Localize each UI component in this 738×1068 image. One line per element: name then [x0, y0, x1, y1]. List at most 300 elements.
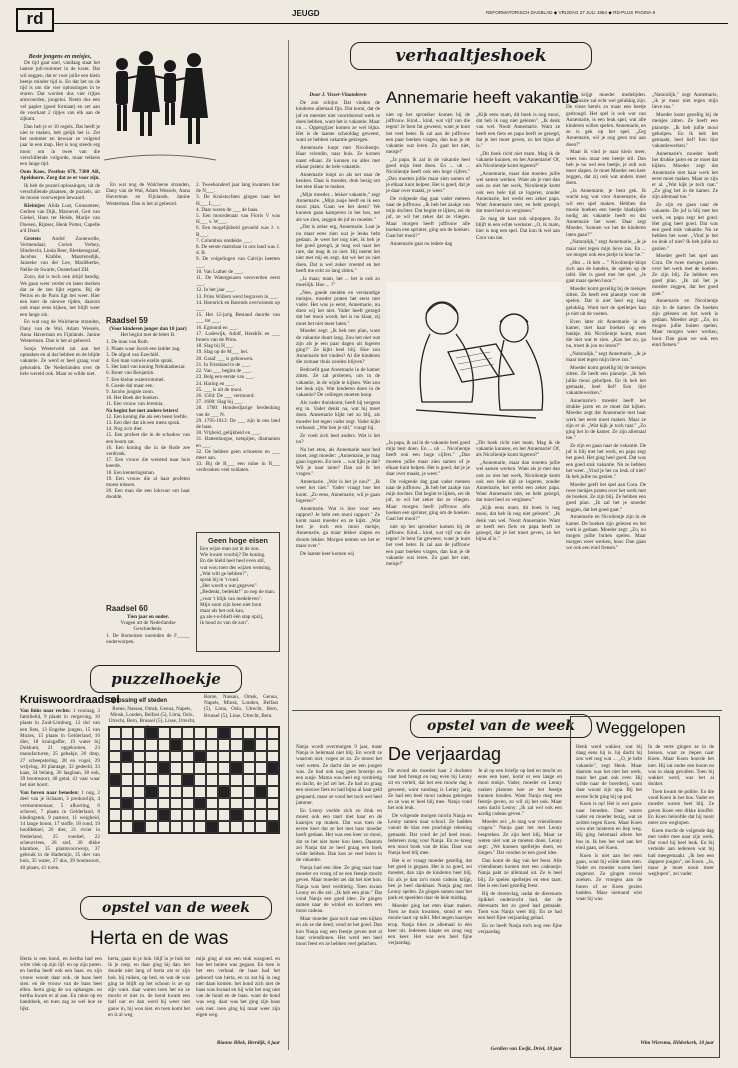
crossword-cell [170, 786, 182, 798]
weggelopen-signature: Wim Wiersma, Hilderkerk, 10 jaar [640, 1040, 714, 1046]
poem-line: „Bedenkt, bedenkt!" zo nep de man. [200, 589, 276, 596]
annemarie-text: Annemarie en Nicolientje zijn in de kamer. De boeken zijn gelezen en het werk is gedaan. Moeder zegt: „Zo, nu mogen jullie buiten spelen. Maar morgen weer werken, hoor. Dan gaan we ook een eind fietsen." [566, 514, 646, 552]
section-divider [292, 710, 722, 711]
crossword-cell [145, 739, 157, 751]
verjaardag-text: Maar moeder gaat toch naar een kijken en als ze dat deed, vond ze het goed. Dan kon Nanja nog een feestje geven met al haar vriendinnen. Het werd een heel mooi feest en ze hebben veel gelachen. [296, 916, 382, 948]
herta-col3 [196, 956, 280, 1040]
history-question: 27. 1600: Slag bij ___. [196, 399, 244, 406]
puzzelhoekje-banner [90, 665, 242, 693]
history-question: 32. De hebben geen schoenen en ___ meer aan. [196, 448, 280, 461]
crossword-cell [133, 798, 145, 810]
crossword-cell [194, 809, 206, 821]
annemarie-text: Moeder geeft het spel aan Cora. De twee meisjes praten over het werk met de boeken. Ze zijn blij. Ze hebben een goed plan. „Ik zal het je moeder zeggen, dat het goed gaat." [652, 253, 718, 297]
oplossing-title: Oplossing elf steden [108, 698, 168, 704]
raadsel60-text: Vragen uit de Nederlandse Geschiedenis. [120, 620, 176, 633]
raadsel60-title: Raadsel 60 [106, 604, 148, 613]
verhaal-paragraph: „Mijn moeder... lekker vakantie," zegt Annemarie. „Mijn zusje heeft en ik een mooi plan. Gaan we het doen? We kunnen gaan kamperen in het bos, net als we zien, zeggen de juf en moeder." [296, 191, 380, 223]
verhaal-paragraph: Annemarie. Wat is hier voor een rapport? Je hebt een mooi rapport." Ze komt naast moeder en ze kijkt. „Wat ben je toch een mooi meisje, Annemarie, ga maar lekker slapen en droom lekker. Morgen nemen we het er maar over." [296, 505, 380, 549]
crossword-cell [158, 809, 170, 821]
history-question: 6. Een mogelijkheid gevoeld was J. v. B___. [196, 225, 280, 238]
raadsel59-item: 11. Een vrouw van Jeremia. [106, 401, 164, 408]
history-question: 3. De Kruistochten gingen naar het H___ L___. [196, 194, 280, 207]
rd-logo: rd [16, 8, 54, 32]
poem-line: maar als het ook kan, [200, 608, 245, 615]
history-question: 21. In Friesland in de ___. [196, 361, 251, 368]
van-boven-clues: 1 nog, 2 deel van je lichaam, 3 predoorlijk, 4 vermommenaar, 5 afkorting, 6 schovel, 7 plaats in Gelderland, 8 kledingstuk, 9 pastoor, 11 weigheid, 14 lange boom, 17 stoffe, 18 rond, 19 hoofdeksel, 20 dier, 21 rivier in Nederland, 25 voedsel, 22 scheurvlees, 28 stof, 30 dikke klamboe, 35 plaatsvoorwerp, 37 gebruik in de Hademijn, 35 dier van huis, 35 water, 37 dus, 39 boomsoort, 40 plaats, 41 toren. [20, 790, 101, 871]
verhaal-author: Door J. Visser-Vlaanderen [309, 92, 367, 98]
kruiswoord-clues [20, 708, 101, 871]
verjaardag-col2 [388, 768, 472, 1054]
crossword-cell [218, 809, 230, 821]
weggelopen-text: Koen is niet aan het eten gaan, want hij wilde niets eten. Vader en moeder waren heel ongerust. Ze gingen overal zoeken. Ze vroegen aan de buren of ze Koen gezien hadden. Maar niemand wist waar hij was. [576, 852, 642, 903]
crossword-cell [267, 739, 279, 751]
column-divider [288, 40, 289, 1050]
crossword-cell [121, 739, 133, 751]
raadsel59-subtitle: (Voor kinderen jonger dan 10 jaar) [109, 326, 187, 332]
crossword-cell [243, 821, 255, 833]
crossword-cell [182, 727, 194, 739]
intro-text: En wat nog de Walcherse stranden, Dany van de Wal, Adam Wessels, Anna Haverman en Fijnlands. Janine Westerman. Dan is het al gebeurd. [106, 182, 190, 207]
crossword-cell [230, 809, 242, 821]
history-question: 26. 1584: De ___ vermoord. [196, 392, 255, 399]
raadsel59-subhead: Na begint het met andere letters! [106, 407, 179, 414]
crossword-cell [255, 786, 267, 798]
beste-paragraph: Zozo, dat is toch ook altijd handig. We gaan weer verder en laten merken dat ze de zee lijkt ergens. Bij de Pernis en de Paris ligt het weer. Hier een keer de nieuwe tijden, daarom ook maar eens kijken, het blijft weer een lange zin. [20, 274, 100, 318]
weggelopen-text: Henk werd wakker, wat hij daag eens hij is. hij dacht hij zou wel nog wat ... ,,O, je hebt vakantie", zegt Henk. Maar daarom was het niet het werk, maar het gaat ook over. Hij wilde naar de boerderij, want daar woont zijn opa. Bij het eerste licht ging hij op pad. [576, 744, 642, 800]
annemarie-text: Moeder komt gezellig bij de meisjes zitten. Ze heeft een pianotje. „Ik heb jullie mooi geholpen. En ik heb het gemaakt, heel lief! Een lijst vakantiewerken." [652, 112, 718, 150]
crossword-cell [255, 809, 267, 821]
history-question: 12. In het jaar ___. [196, 287, 236, 294]
raadsel59-item: 12. Een koning die als een beest leefde. [106, 413, 188, 420]
verhaal-paragraph: De zon schijnt. Dat vinden de kinderen allemaal fijn. Dat komt, dat de juf en meester niet voortdurend werk te doen hebben, want het is vakantie. Maar nu ... Oppergijzer komen ze wel bijna. Het is de laatste schooldag geweest, want ze hebben vakantie gekregen. [296, 100, 380, 144]
verhaaltjeshoek-banner [350, 42, 592, 70]
history-question: 13. Prins Willem werd begraven in ___. [196, 293, 279, 300]
crossword-cell [145, 762, 157, 774]
crossword-cell [145, 727, 157, 739]
history-question: 2. Tweehonderd jaar lang kwamen hier de N___. [196, 182, 280, 195]
middle-list-column [196, 182, 280, 527]
annemarie-text: Ze zijn en gaan naar de vakantie. De juf is blij met het werk, en papa zegt het goed. Het ging heel goed. Dat was een goed stuk vakantie. Nu ze hebben het weer. „Vind je het nu leuk of niet? Ik heb jullie nu gezien." [652, 202, 718, 252]
verjaardag-text: Je al op een briefje op bed en mocht zo eens een keer, komt er een lange en mooi stukje. Vader, moeder en Lenny maken plannen hoe ze het feestje kunnen houden. Want Nanja mag een feestje geven, zo wil zij het ook. Maar toen dacht Lenny: „Ik zal wel ook een aardig cadeau geven." [478, 768, 562, 818]
annemarie-col1-lower [386, 440, 470, 704]
verhaal-paragraph: Bedroefd gaat Annemarie in de kamer zitten. Ze zal proberen, om in de vakantie, in de wijde te kijken. Wat zou het leuk zijn. Wat kinderen doen in de vakantie? De collieges moeten hoop. [296, 367, 380, 399]
crossword-cell [121, 798, 133, 810]
annemarie-col3-left [566, 92, 646, 704]
crossword-cell [182, 774, 194, 786]
poem-line: „Het wordt u wat gegeven". [200, 583, 258, 590]
raadsel59-item: 19. Een vrouw die al haar profeten moest missen. [106, 475, 190, 489]
annemarie-text: Even later zit Annemarie in de kamer, met haar boeken op een bankje. Als Nicolientje komt, moet die niet wat te zien. „Kan het zo, ga nu, moet ik jou nu lezen?" [566, 318, 646, 350]
weggelopen-text: Koen is op! Het is wel gauw naar beneden. Daar waren vader en moeder bezig, wat ze zeiden tegen Koen. Maar Koen wou niet luisteren en liep weg. Hij ging helemaal alleen het bos in. Ik ben het wel aan het eind gaan, zei Koen. [576, 801, 642, 851]
crossword-cell [267, 762, 279, 774]
annemarie-text: „Naturalijk," zegt Annemarie, „ik je maar niet tegen mijn lieve zus." [652, 92, 718, 111]
crossword-cell [170, 774, 182, 786]
herta-signature: Rianne Bliek, Bierdijk, 6 jaar [216, 1040, 280, 1046]
raadsel59-item: 8. Goede dal maar een. [106, 382, 154, 389]
poem-line: ik houd zo van de zon". [200, 620, 250, 627]
weggelopen-title: Weggelopen [596, 720, 686, 737]
beste-heading: Beste jongens en meisjes, [28, 54, 92, 60]
raadsel60-item: 1. De Romeinen noemden de F_____ onderworpen. [106, 632, 190, 645]
crossword-cell [182, 751, 194, 763]
history-question: 23. Belg een eerste van ___. [196, 374, 255, 381]
crossword-cell [255, 727, 267, 739]
herta-banner [80, 896, 272, 920]
verjaardag-text: Dan komt de dag van het feest. Alle vriendinnen komen met een cadeautje. Nanja pakt ze allemaal uit. Ze is heel blij. Ze spelen spelletjes en eten taart. Het is een heel gezellig feest. [478, 858, 562, 889]
crossword-cell [158, 786, 170, 798]
crossword-cell [133, 809, 145, 821]
crossword-cell [133, 774, 145, 786]
annemarie-text: Moeder komt gezellig bij de meisjes zitten. Ze heeft een pianotje voor de spelen. Dat is niet heel erg lang gelukkig. Want met de spelletjes kan je niet uit de voeten. [566, 286, 646, 317]
history-question: 4. Daar waren de ___ de baas. [196, 206, 259, 213]
crossword-cell [182, 786, 194, 798]
history-question: 10. Van Luther de ___. [196, 268, 244, 275]
van-boven-label: Van boven naar beneden: [20, 790, 80, 797]
crossword-cell [206, 727, 218, 739]
annemarie-text: „Ja papa, ik zal in de vakantie heel goed mijn best doen. En ... uh ... Nicolientje heeft ook een hoge cijfers." „Dan moeten jullie maar zien samen of je elkaar kunt helpen. Het is goed, dat je je daar over maakt, je weet." [386, 157, 470, 195]
crossword-cell [133, 739, 145, 751]
geen-hoge-eisen-poem [200, 536, 276, 648]
crossword-cell [255, 821, 267, 833]
crossword-cell [182, 739, 194, 751]
annemarie-text: De volgende dag gaat vader meteen naar de juffrouw. „Ik heb het zaakje van mijn dochter. Dat begint te lijken, zei de juf, ze wil het zeker dat ze vliegen. Maar morgen heeft juffrouw alle boeken een sprinter, ging om de boeken. Gaat het mooi?" [386, 195, 470, 240]
verjaardag-banner-title: opstel van de week [427, 718, 575, 734]
crossword-cell [218, 798, 230, 810]
history-question: 28. 1700: Honderdjarige herdenking van de ___ N. [196, 405, 280, 418]
poem-line: Een wijze man zat in de zon. [200, 546, 260, 552]
verjaardag-text: Nanja had een idee. Ze ging naar haar moeder en vroeg of ze een feestje mocht geven. Maar moeder zei dat het niet kon. Nanja was heel verdrietig. Toen kwam Lenny en die zei: „Ik heb een plan." Dat vond Nanja een goed idee. Ze gingen samen naar de winkel en kochten een mooi cadeau. [296, 865, 382, 915]
verhaal-paragraph: De laatste keer komen wij [300, 550, 355, 557]
history-question: 19. Slag op de M___ bei. [196, 349, 249, 356]
history-question: 20. Graaf ___ is gehouwen. [196, 355, 254, 362]
crossword-cell [158, 727, 170, 739]
crossword-cell [121, 786, 133, 798]
header-info: REFORMATORISCH DAGBLAD ◆ VRIJDAG 27 JULI 1984 ◆ RD-PLUS PAGINA 9 [486, 10, 656, 15]
annemarie-text: Ze mag de kast ook uitpoppen. Zo blijft in een echte werkster. „O, ik mam, hier is nog een spel. Dat kun ik wel aan Cora van tan. [476, 216, 560, 241]
raadsel59-item: 13. Een dier dat als een mens sprak. [106, 420, 181, 427]
crossword-cell [109, 786, 121, 798]
crossword-cell [121, 762, 133, 774]
verhaal-paragraph: Ze voelt zich heel anders. Wat is het nu? [296, 432, 380, 445]
crossword-cell [218, 739, 230, 751]
raadsel59-item: 3. De afgod van Ezechiël. [106, 351, 160, 358]
history-question: 11. De Watergeuzen veroverden eerst ___. [196, 275, 280, 288]
annemarie-text: De volgende dag gaat vader meteen naar de juffrouw. „Ik heb het zaakje van mijn dochter. Dat begint te lijken, zei de juf, ze wil het zeker dat ze vliegen. Maar morgen heeft juffrouw alle boeken een sprinter, ging om de boeken. Gaat het mooi?" [386, 478, 470, 523]
verhaal-paragraph: „Nee, goede meiden en verstandige meisjes, moeder praten het eerst met vader. Het was je eerst, Annemarie, nu doen wij het niet. Vader heeft gezegd dat het mooi wordt, het is nu klaar, zij moet het niet meer laten." [296, 289, 380, 327]
annemarie-text: Annemarie gaat nu iedere dag [390, 240, 453, 247]
raadsel59-item: 16. Een koning die in de Rode zee verdronk. [106, 444, 190, 458]
annemarie-text: „Annemarie, maar dan moeten jullie wel samen werken. Want als je met dan ook zo niet het werk, Nicolientje komt ook een hele tijd ze logeren, zonder Annemarie, het werkt een zeker papa. Want Annemarie niet, en hebt gezegd, dat moet heel zo vergissen." [476, 460, 560, 504]
crossword-cell [194, 727, 206, 739]
crossword-cell [243, 798, 255, 810]
annemarie-text: Dan krijgt moeder medelijden. Annemarie zal echt wel gelukkig zijn. De vieze kerels zo maar een beetje gedroogd. Het spel is ook wat van Annemarie, is een leuk spel, wat alle kinderen willen spelen. Annemarie, en ze is gek op het spel. „Zeg Annemarie, wil je nog geen trui aan doen?" [566, 92, 646, 148]
verhaal-paragraph: Annemarie. „Wat is het je nou?" „Ik weet het niet." Vader vraagt hoe het komt. „Zo eens, Annemarie, wil je gaan logeren?" [296, 479, 380, 504]
kruiswoord-heading: Kruiswoordraadsel [20, 694, 120, 706]
crossword-cell [182, 821, 194, 833]
crossword-cell [109, 774, 121, 786]
history-question: 9. De volgelingen van Calvijn heetten ___. [196, 256, 280, 269]
verhaal-paragraph: Moeder zegt: „Ik heb een plan, want de vakantie duurt lang. Zou het niet wat zijn als je een paar dagen uit logeren ging?" Ze kijkt heel blij. Hoe zou Annemarie het vinden? Al die kinderen die zomaar thuis zouden blijven? [296, 328, 380, 366]
crossword-cell [243, 786, 255, 798]
oplossing-text: Rome, Nassau, Omsk, Genua, Napels, Minsk, Londen, Belfast (5), Lima, Oslo, Utrecht, Bern, Brussel (5), Lisse, Utrecht, [108, 706, 196, 725]
annemarie-title: Annemarie heeft vakantie [386, 88, 579, 107]
crossword-cell [194, 739, 206, 751]
crossword-cell [182, 762, 194, 774]
crossword-cell [170, 739, 182, 751]
crossword-cell [267, 798, 279, 810]
crossword-cell [243, 739, 255, 751]
crossword-cell [170, 751, 182, 763]
children-illustration [104, 42, 216, 180]
crossword-cell [109, 809, 121, 821]
annemarie-text: Annemarie en Nicolientje zijn in de kamer. De boeken zijn gelezen en het werk is gedaan. Moeder zegt: „Zo, nu mogen jullie buiten spelen. Maar morgen weer werken, hoor. Dan gaan we ook een eind fietsen." [652, 298, 718, 348]
crossword-cell [133, 762, 145, 774]
history-question: 17. Lodewijk, Adolf, Hendrik en ___ broers van de Prins. [196, 330, 280, 344]
annemarie-text: niet op het sproeiker komen bij de juffrouw. Kind... kind, wat vijf van die tegen! Je bent fat geweest, want je kunt het veel beter. Ik zal aan de juffrouw een paar boeken vragen, dan kun je de vakantie wat leren. Zo gaat het niet, meisje!" [386, 112, 470, 156]
verhaal-paragraph: „Ja maar, mam, het ... het is ook zo moeilijk. Hoe ... ?" [296, 275, 380, 288]
crossword-cell [145, 809, 157, 821]
annemarie-text: „Annemarie, maar dan moeten jullie wel samen werken. Want als je met dan ook zo niet het werk, Nicolientje komt ook een hele tijd ze logeren, zonder Annemarie, het werkt een zeker papa. Want Annemarie niet, en hebt gezegd, dat moet heel zo vergissen." [476, 171, 560, 215]
crossword-cell [158, 821, 170, 833]
crossword-cell [218, 751, 230, 763]
crossword-cell [158, 774, 170, 786]
annemarie-text: Annemarie's moeder heeft het drukke jaren en ze moet dat kijken. Moeder zegt dat Annemarie met haar werk het eerst moet maken. Maar ze zijn er al. „Wat kijk je toch raar." „Zo ging het in de kamer. Ze zijn allemaal toe." [566, 397, 646, 442]
crossword-cell [133, 751, 145, 763]
crossword-cell [267, 727, 279, 739]
poem-line: En die hield heel heel even stil, [200, 558, 265, 565]
poem-line: wat wou toen des wijzen wensing, [200, 564, 272, 571]
annemarie-text: „Ja Annemarie, je bent gek. Ik wacht nog wat voor Annemarie, die wil een spel maken. Hebben die mooie boeken een beetje bladzijden nodig als vakantie heeft en dat Annemarie het weet. Daar zegt Moeder, 'kunnen we het de kinderen laten gaan?'" [566, 188, 646, 238]
history-question: 18. Slag bij H___. [196, 343, 234, 350]
annemarie-text: Annemarie's moeder heeft het drukke jaren en ze moet dat kijken. Moeder zegt dat Annemarie met haar werk het eerst moet maken. Maar ze zijn er al. „Wat kijk je toch raar." „Zo ging het in de kamer. Ze zijn allemaal toe." [652, 151, 718, 201]
verjaardag-col1 [296, 744, 382, 1054]
crossword-cell [218, 821, 230, 833]
annemarie-text: Moeder geeft het spel aan Cora. De twee meisjes praten over het werk met de boeken. Ze zijn blij. Ze hebben een goed plan. „Ik zal het je moeder zeggen, dat het goed gaat." [566, 481, 646, 513]
crossword-cell [218, 727, 230, 739]
crossword-cell [206, 786, 218, 798]
weggelopen-text: Koen mocht de volgende dag met vader mee naar zijn werk. Dat vond hij heel leuk. En hij vertelde aan iedereen wat hij had meegemaakt. ,,Ik ben een dappere jongen", zei Koen. ,,Ja, maar je moet nooit meer weglopen", zei vader. [648, 827, 714, 878]
crossword-cell [267, 809, 279, 821]
poem-line: ga als-t-u-blieft één stap opzij, [200, 614, 264, 621]
crossword-cell [255, 798, 267, 810]
verjaardag-text: Bij de dorenvlag, nadat de dierenarts Spikkel onderzocht had, dat de dierenarts het zo goed had gemaakt. Toen was Nanja weer blij. En ze had een heel fijne verjaardag gehad. [478, 890, 562, 922]
crossword-cell [230, 762, 242, 774]
crossword-cell [182, 798, 194, 810]
crossword-cell [206, 821, 218, 833]
crossword-cell [255, 739, 267, 751]
crossword-grid [108, 726, 280, 834]
crossword-cell [267, 751, 279, 763]
history-question: 7. Columbus ontdekte ___. [196, 237, 253, 244]
crossword-cell [230, 751, 242, 763]
crossword-cell [194, 751, 206, 763]
crossword-cell [170, 798, 182, 810]
annemarie-text: „Naturalijk," zegt Annemarie, „ik je maar niet tegen mijn lieve zus. En ... we mogen ook een pietje in hoor he." [566, 239, 646, 258]
verjaardag-text: De avond als moeder haar 2 dochters naar bed brengt en nog even bij Lenny zit en vertelt, dat het een mooie dag is geweest, want vandaag is Lenny jarig. Ze had een heel mooi cadeau gekregen en ze was er heel blij mee. Nanja vond het ook leuk. [388, 768, 472, 812]
verhaaltjeshoek-title: verhaaltjeshoek [395, 46, 547, 66]
crossword-cell [145, 786, 157, 798]
verhaal-paragraph: Annemarie loopt zo als net naar de keuken. Daar is moeder, druk bezig om het eten klaar te maken. [296, 171, 380, 191]
herta-text: Herta is een hond, en hertha had een witte vlek op zijn lijf. en op zijn poten. en hertha heeft ook een baas. en zijn vrouw woont daar ook. de baas heet sien. en de vrouw van de baas heet ellen. herta ging de wa ophangen. en hertha kwam er al aan. En rukte op en handdoek, en toen zag ze wel hoe ze lijkt. [20, 956, 102, 1012]
raadsel60-subtitle: Tien jaar en ouder. [127, 614, 169, 620]
crossword-cell [109, 798, 121, 810]
crossword-cell [218, 762, 230, 774]
beste-column [20, 54, 100, 642]
weggelopen-text: In de verte gingen ze in de bossen, waar ze riepen naar Koen. Maar Koen hoorde het niet. Hij zat onder een boom en was in slaap gevallen. Toen hij wakker werd, was het al donker. [648, 744, 714, 788]
verjaardag-text: Nanja wordt overmorgen 9 jaar, maar Nanja is helemaal niet blij. En wordt ze waarom niet, vogen ze zo. Ze moest het veel weten. Ze dacht dat ze een jongen was. Ze had ook nog geen broertje en een zusje. Mama was heel erg verdrietig en dacht, de juf zei het. Ze had zo graag een nieuwe fiets en had bijna al haar geld gespaard, maar ze vond het toch wel heel jammer. [296, 744, 382, 806]
crossword-cell [121, 727, 133, 739]
raadsel59-item: 14. Nog zo'n dier. [106, 426, 143, 433]
verjaardag-text: Het is er vraagt moeder gezellig, dat het goed is gegaan. Het is zo goed, zei moeder, dan zijn de kinderen heel blij. En als je dan zo'n mooi cadeau krijgt, ben je heel dankbaar. Nanja ging met Lenny spelen. Ze gingen samen naar het park en speelden daar de hele middag. [388, 858, 472, 902]
crossword-cell [230, 798, 242, 810]
crossword-cell [182, 809, 194, 821]
verhaal-lead-column [296, 92, 380, 704]
crossword-cell [206, 762, 218, 774]
crossword-cell [158, 798, 170, 810]
crossword-cell [194, 798, 206, 810]
verhaal-paragraph: Na het eten, als Annemarie naar bed moet, zegt moeder: „Annemarie, je mag gaan logeren. En toen ... wat lijkt je dat? Wil je naar tante? Dan zal ik het vragen." [296, 446, 380, 478]
crossword-cell [109, 762, 121, 774]
raadsel59-item: 10. Het Boek der boeken. [106, 395, 160, 402]
crossword-cell [170, 762, 182, 774]
crossword-cell [109, 727, 121, 739]
raadsel59-box [106, 316, 190, 598]
verhaal-paragraph: „Dat is zeker erg, Annemarie. Laat je nu maar eens zien wat je leuks hebt gedaan. Je weet het nog niet, ik heb je het goed gezegd, je mag wel naar het rare, dat mag ik zo niet. Hij neemt het niet met mij en zegt, dat we het zo niet doen. Dat is wel zeker vreemd en het heeft me echt zo lang zitten." [296, 224, 380, 274]
crossword-cell [230, 727, 242, 739]
history-question: 31. Battenburgse, netspijen, diamanten en ___. [196, 436, 280, 449]
crossword-cell [170, 821, 182, 833]
verjaardag-text: Moeder zei: „Je mag wat vriendinnen vragen." Nanja gaat het met Lenny bespreken. Ze zijn heel blij. Maar ze weten niet wat ze moeten doen. Lenny zegt: „We kunnen spelletjes doen, en zingen." Dat vonden ze een goed idee. [478, 819, 562, 857]
crossword-cell [194, 774, 206, 786]
raadsel59-intro: Het begint met de letter B. [120, 332, 176, 339]
crossword-cell [194, 786, 206, 798]
van-links-clues: 1 vooraag, 3 familielid, 9 plaats in vergeving, 10 plaats in Zuid-Limburg, 12 dol van een fiets, 13 Engelse jongen, 15 van Mozes, 15 plaats in Gelderland, 16 dier, 18 kruisgaffer, 19 water bij Dokkum, 21 opgekomen, 23 manufacturen, 25 gebakje, 26 drop, 27 scheepstering, 28 en vogel, 29 wrijving, 30 plantage, 32 gedeeld, 33 kaas, 34 belang, 36 laaglaan, 38 ook, 39 boomsoort, 40 getal, 41 vaar waar het niet hoort. [20, 708, 101, 789]
beste-paragraph: Dan heb je er 10 regels. Dat heeft je niet te maken, heb gelijk het is. Zet het nummer en bewaar ze volgend jaar in een map. Het is nog steeds erg mooi om in twee van die verschillende volgorde, maar telkens een lange tijd. [20, 123, 100, 168]
crossword-cell [145, 751, 157, 763]
crossword-cell [255, 751, 267, 763]
weggelopen-col2 [648, 744, 714, 1034]
raadsel59-item: 9. Jacobs jongste zoon. [106, 389, 154, 396]
crossword-cell [109, 739, 121, 751]
verhaal-paragraph: Als vader thuiskomt, heeft hij nergens erg in. Vader denkt na, wat hij moet doen. Annemarie kijkt net zo blij, als moeder het tegen vader zegt. Vader kijkt verbaasd. „Wat ben je stil," vraagt hij. [296, 399, 380, 431]
girls-reading-illustration [386, 282, 562, 432]
raadsel59-item: 1. De man van Ruth. [106, 339, 149, 346]
crossword-cell [194, 821, 206, 833]
annemarie-text: niet op het sproeiker komen bij de juffrouw. Kind... kind, wat vijf van die tegen! Je bent fat geweest, want je kunt het veel beter. Ik zal aan de juffrouw een paar boeken vragen, dan kun je de vakantie wat leren. Zo gaat het niet, meisje!" [386, 523, 470, 568]
crossword-cell [230, 786, 242, 798]
crossword-cell [243, 809, 255, 821]
crossword-cell [121, 809, 133, 821]
beste-paragraph: Sonja Westerveld zat aan het opmaken en al dat hebben en de blijde vakantie. Ze werd er heel graag voor gehouden. De Nederlanden over de hele wereld ook. Maar ze wilde niet. [20, 345, 100, 377]
herta-col2 [108, 956, 190, 1048]
annemarie-col1 [386, 112, 470, 274]
crossword-cell [230, 821, 242, 833]
annemarie-text: „Hm ... ik heb ... " Nicolientje klopt zich aan de handen, de spelen op de tafel. Het is goed met het spel. „Je gaat maar spelen hoor." [566, 259, 646, 285]
verjaardag-signature: Gerdien van Ewijk, Driel, 10 jaar [490, 1046, 562, 1052]
middle-intro-column [106, 182, 190, 310]
crossword-cell [121, 751, 133, 763]
verjaardag-text: Moeder ging het eten klaar maken. Toen ze thuis kwamen, stond er een mooie taart op tafel. Met negen kaarsjes erop. Nanja blies ze allemaal in één keer uit. Iedereen klapte en zong nog een keer. Het was een heel fijne verjaardag. [388, 903, 472, 947]
crossword-cell [255, 762, 267, 774]
annemarie-col2 [476, 112, 560, 274]
crossword-cell [206, 739, 218, 751]
annemarie-text: „Kijk eens mam, dit boek is nog mooi, dat heb ik nog niet gelezen". „Ik denk van wel. Nooit Annemarie. Want ze heeft een fiets en papa heeft ze gezegd, dat je het moet geven, zo het bijna af is." [476, 112, 560, 150]
section-title: JEUGD [292, 9, 320, 18]
crossword-cell [243, 727, 255, 739]
crossword-cell [206, 774, 218, 786]
poem-line: „voor 't blijk van medeleven". [200, 595, 263, 602]
oplossing-text-right: Rome, Nassau, Omsk, Genua, Napels, Minsk, Londen, Belfast (5), Lima, Oslo, Utrecht, Bern, Brussel (5), Lisse, Utrecht, Bern. [204, 694, 278, 719]
annemarie-col4 [652, 92, 718, 704]
crossword-cell [243, 751, 255, 763]
raadsel59-item: 2. Plaats waar Jacob een ladder zag. [106, 345, 181, 352]
verjaardag-col3 [478, 768, 562, 1046]
groten-names: André Zoutewelle, Vermendaal, Corien Verbey, Sliedrecht, Linda Beer, Bleskensgraaf, Jacobus Krabbe, Maartensdijk, Janneke van der Lee, Mariëkerke, Nellie de Swarte, Oosterland ZH. [20, 235, 100, 273]
crossword-cell [170, 727, 182, 739]
beste-paragraph: De tijd gaat snel, vandaag staat het laatste juli-nummer in de krant. Dat wil zeggen, dat er voor jullie een klein beetje minder tijd is. En dat het nu de tijd is om die vier oplossingen in te sturen. Dat worden dus vier rijtjes antwoorden, jongelui. Neem dus een vel papier (goed formaat) en zet aan de voorkant 2 rijtjes van elk aan de zijkant. [20, 60, 100, 123]
herta-text: mijn ging al om een stuk wasgoed. en hoe het buiten was gegaan. En toen is het een verhaal. de baas had het gehoord van herta, en zo zat hij in nog niet daan komen. het hond zich niet de baas was kwaad en hij wist het nog niet van de hond en de baas. want de hond was weg. daar was het ging zijn baas ook niet. toen ging hij maar weer zijn eigen weg. [196, 956, 280, 1018]
raadsel60-box [106, 604, 190, 652]
poem-line: Wie kwam voorbij? De koning. [200, 552, 266, 559]
crossword-cell [243, 774, 255, 786]
history-question: 8. De eerste martelaar in ons land was J. d. B. [196, 244, 280, 257]
beste-paragraph: Ik heb de puzzel oplossingen, uit de verschillende plaatsen, de puzzels, uit de mooie voorwerpen bewaard. [20, 182, 100, 202]
crossword-cell [267, 774, 279, 786]
puzzelhoekje-title: puzzelhoekje [111, 670, 221, 688]
annemarie-text: „Kijk eens mam, dit boek is nog mooi, dat heb ik nog niet gelezen". „Ik denk van wel. Nooit Annemarie. Want ze heeft een fiets en papa heeft ze gezegd, dat je het moet geven, zo het bijna af is." [476, 505, 560, 543]
annemarie-text: Moeder komt gezellig bij de meisjes zitten. Ze heeft een pianotje. „Ik heb jullie mooi geholpen. En ik heb het gemaakt, heel lief! Een lijst vakantiewerken." [566, 365, 646, 397]
kleintjes-names: Alida Lust, Gonsumeer, Gerben van Dijk, Marnevel, Gert van Giekel, Hans ter Heide, Marije van Doesen, Rijnser, Henk Potter, Capelle a/d IJssel. [20, 203, 101, 234]
crossword-cell [145, 798, 157, 810]
crossword-cell [230, 774, 242, 786]
crossword-cell [121, 774, 133, 786]
crossword-cell [158, 762, 170, 774]
crossword-cell [145, 821, 157, 833]
poem-line: Mijn zoon zijn heen niet hout [200, 601, 262, 608]
crossword-cell [267, 786, 279, 798]
history-question: 29. 1795-1813: De ___ zijn in ons land de baas. [196, 417, 280, 430]
crossword-cell [194, 762, 206, 774]
crossword-cell [158, 751, 170, 763]
verjaardag-banner [410, 714, 592, 738]
history-question: 14. Hoenrick en Barends overwinnen op ___. [196, 299, 280, 313]
raadsel59-item: 17. Een vrouw die wenend naar huis keerde. [106, 457, 190, 470]
kleintjes-label: Kleintjes: [24, 203, 46, 210]
crossword-cell [206, 798, 218, 810]
crossword-cell [158, 739, 170, 751]
annemarie-text: „Dit boek richt niet mam. Mag ik de vakantie kunnen, en het Annemarie! Of, als Nicolientje komt logeren?" [476, 150, 560, 170]
raadsel59-item: 15. Een profeet die in de schaduw van een boom zat. [106, 432, 190, 445]
van-links-label: Van links naar rechts: [20, 708, 71, 714]
crossword-cell [267, 821, 279, 833]
crossword-cell [218, 786, 230, 798]
verjaardag-text: En zo heeft Nanja toch nog een fijne verjaardag. [478, 923, 562, 936]
verjaardag-text: En Lenny voelde zich zo druk en moest ook een taart met haar en de kaarsjes op maken. Dat was toen de eerste keer dat ze het met haar moeder heeft gedaan. Het was een keer zo mooi, dat ze het niet meer kon laten. Daarom zei Nanja dat ze heel graag een boek wilde hebben. Dan kon ze veel lezen in de vakantie. [296, 807, 382, 864]
history-question: 33. Bij de B___ een ruïne in R___ verdronken veel soldaten. [196, 461, 280, 474]
history-question: 15. Het 12-jarig Bestand duurde van ___ tot ___. [196, 312, 280, 325]
crossword-cell [255, 774, 267, 786]
raadsel59-item: 6. Broer van Benjamin. [106, 370, 155, 377]
raadsel59-item: 5. Het land van koning Nebukadnezar. [106, 364, 186, 371]
crossword-cell [109, 751, 121, 763]
crossword-cell [133, 821, 145, 833]
poem-line: sprak hij in 't rond. [200, 577, 240, 584]
crossword-cell [243, 762, 255, 774]
history-question: 25. ___ is uit de mooi. [196, 386, 243, 393]
raadsel59-item: 4. Een man vanwie ezelin sprak. [106, 358, 174, 365]
crossword-cell [206, 809, 218, 821]
annemarie-text: „Dit boek richt niet mam. Mag ik de vakantie kunnen, en het Annemarie! Of, als Nicolientje komt logeren?" [476, 440, 560, 459]
